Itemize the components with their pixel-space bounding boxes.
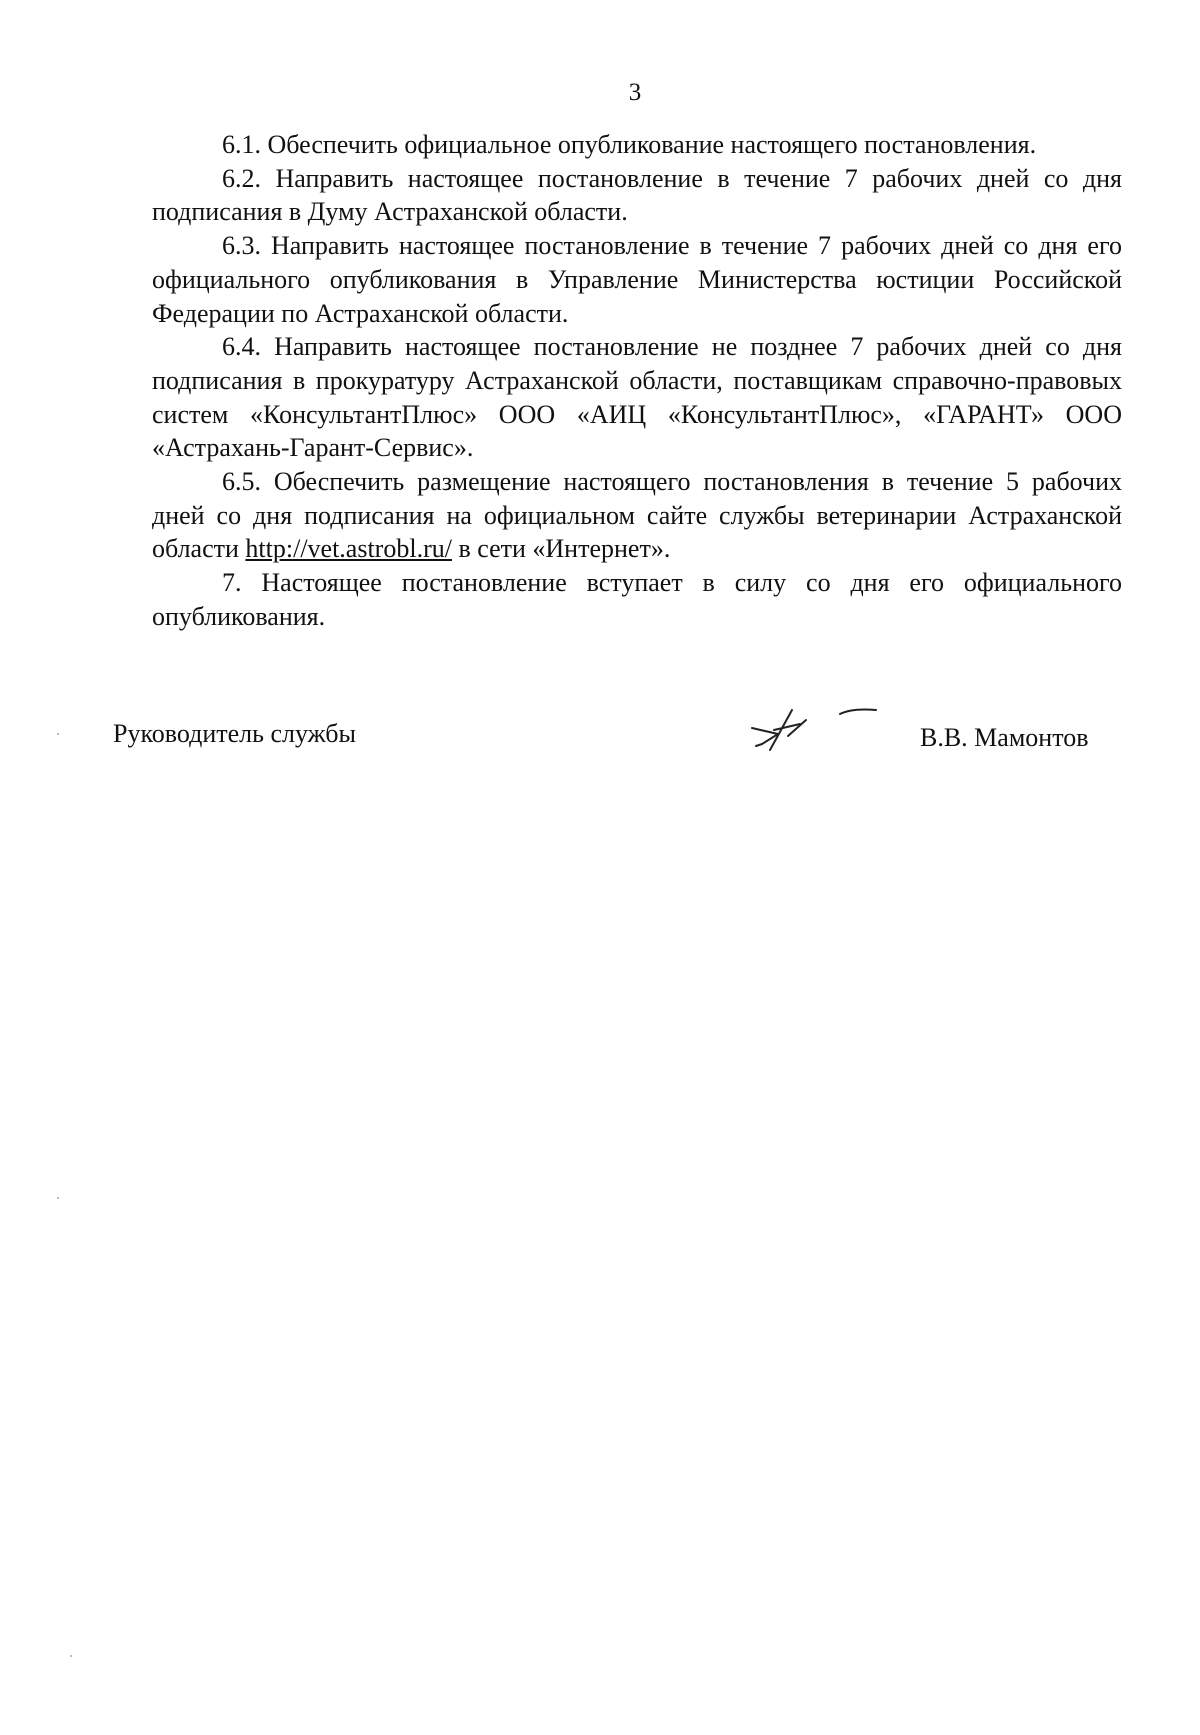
- signer-title: Руководитель службы: [113, 719, 356, 748]
- scan-artifact-dot: [57, 1197, 59, 1199]
- signer-name: В.В. Мамонтов: [920, 723, 1089, 752]
- paragraph-6-5-text-before: 6.5. Обеспечить размещение настоящего постановления в течение 5 рабочих дней со дня подписания на официальном сайте службы ветеринарии Астраханской области: [152, 467, 1122, 564]
- paragraph-6-4: 6.4. Направить настоящее постановление не позднее 7 рабочих дней со дня подписания в прокуратуру Астраханской области, поставщикам справочно-правовых систем «КонсультантПлюс» ООО «АИЦ «КонсультантПлюс», «ГАРАНТ» ООО «Астрахань-Гарант-Сервис».: [152, 332, 1122, 463]
- paragraph-6-5-text-after: в сети «Интернет».: [451, 534, 671, 564]
- scan-artifact-dot: [70, 1655, 72, 1657]
- document-body: [152, 128, 1122, 634]
- scan-artifact-dot: [57, 733, 59, 735]
- paragraph-6-1: 6.1. Обеспечить официальное опубликование настоящего постановления.: [222, 130, 1037, 159]
- paragraph-6-5: [152, 465, 1122, 566]
- website-link[interactable]: http://vet.astrobl.ru/: [245, 534, 452, 564]
- handwritten-signature: [748, 700, 898, 760]
- paragraph-6-3: 6.3. Направить настоящее постановление в течение 7 рабочих дней со дня его официального опубликования в Управление Министерства юстиции Российской Федерации по Астраханской области.: [152, 231, 1122, 328]
- signature-block: [0, 700, 1200, 780]
- page-number: 3: [628, 79, 642, 106]
- paragraph-7: 7. Настоящее постановление вступает в силу со дня его официального опубликования.: [152, 568, 1122, 631]
- paragraph-6-2: 6.2. Направить настоящее постановление в течение 7 рабочих дней со дня подписания в Думу Астраханской области.: [152, 163, 1122, 227]
